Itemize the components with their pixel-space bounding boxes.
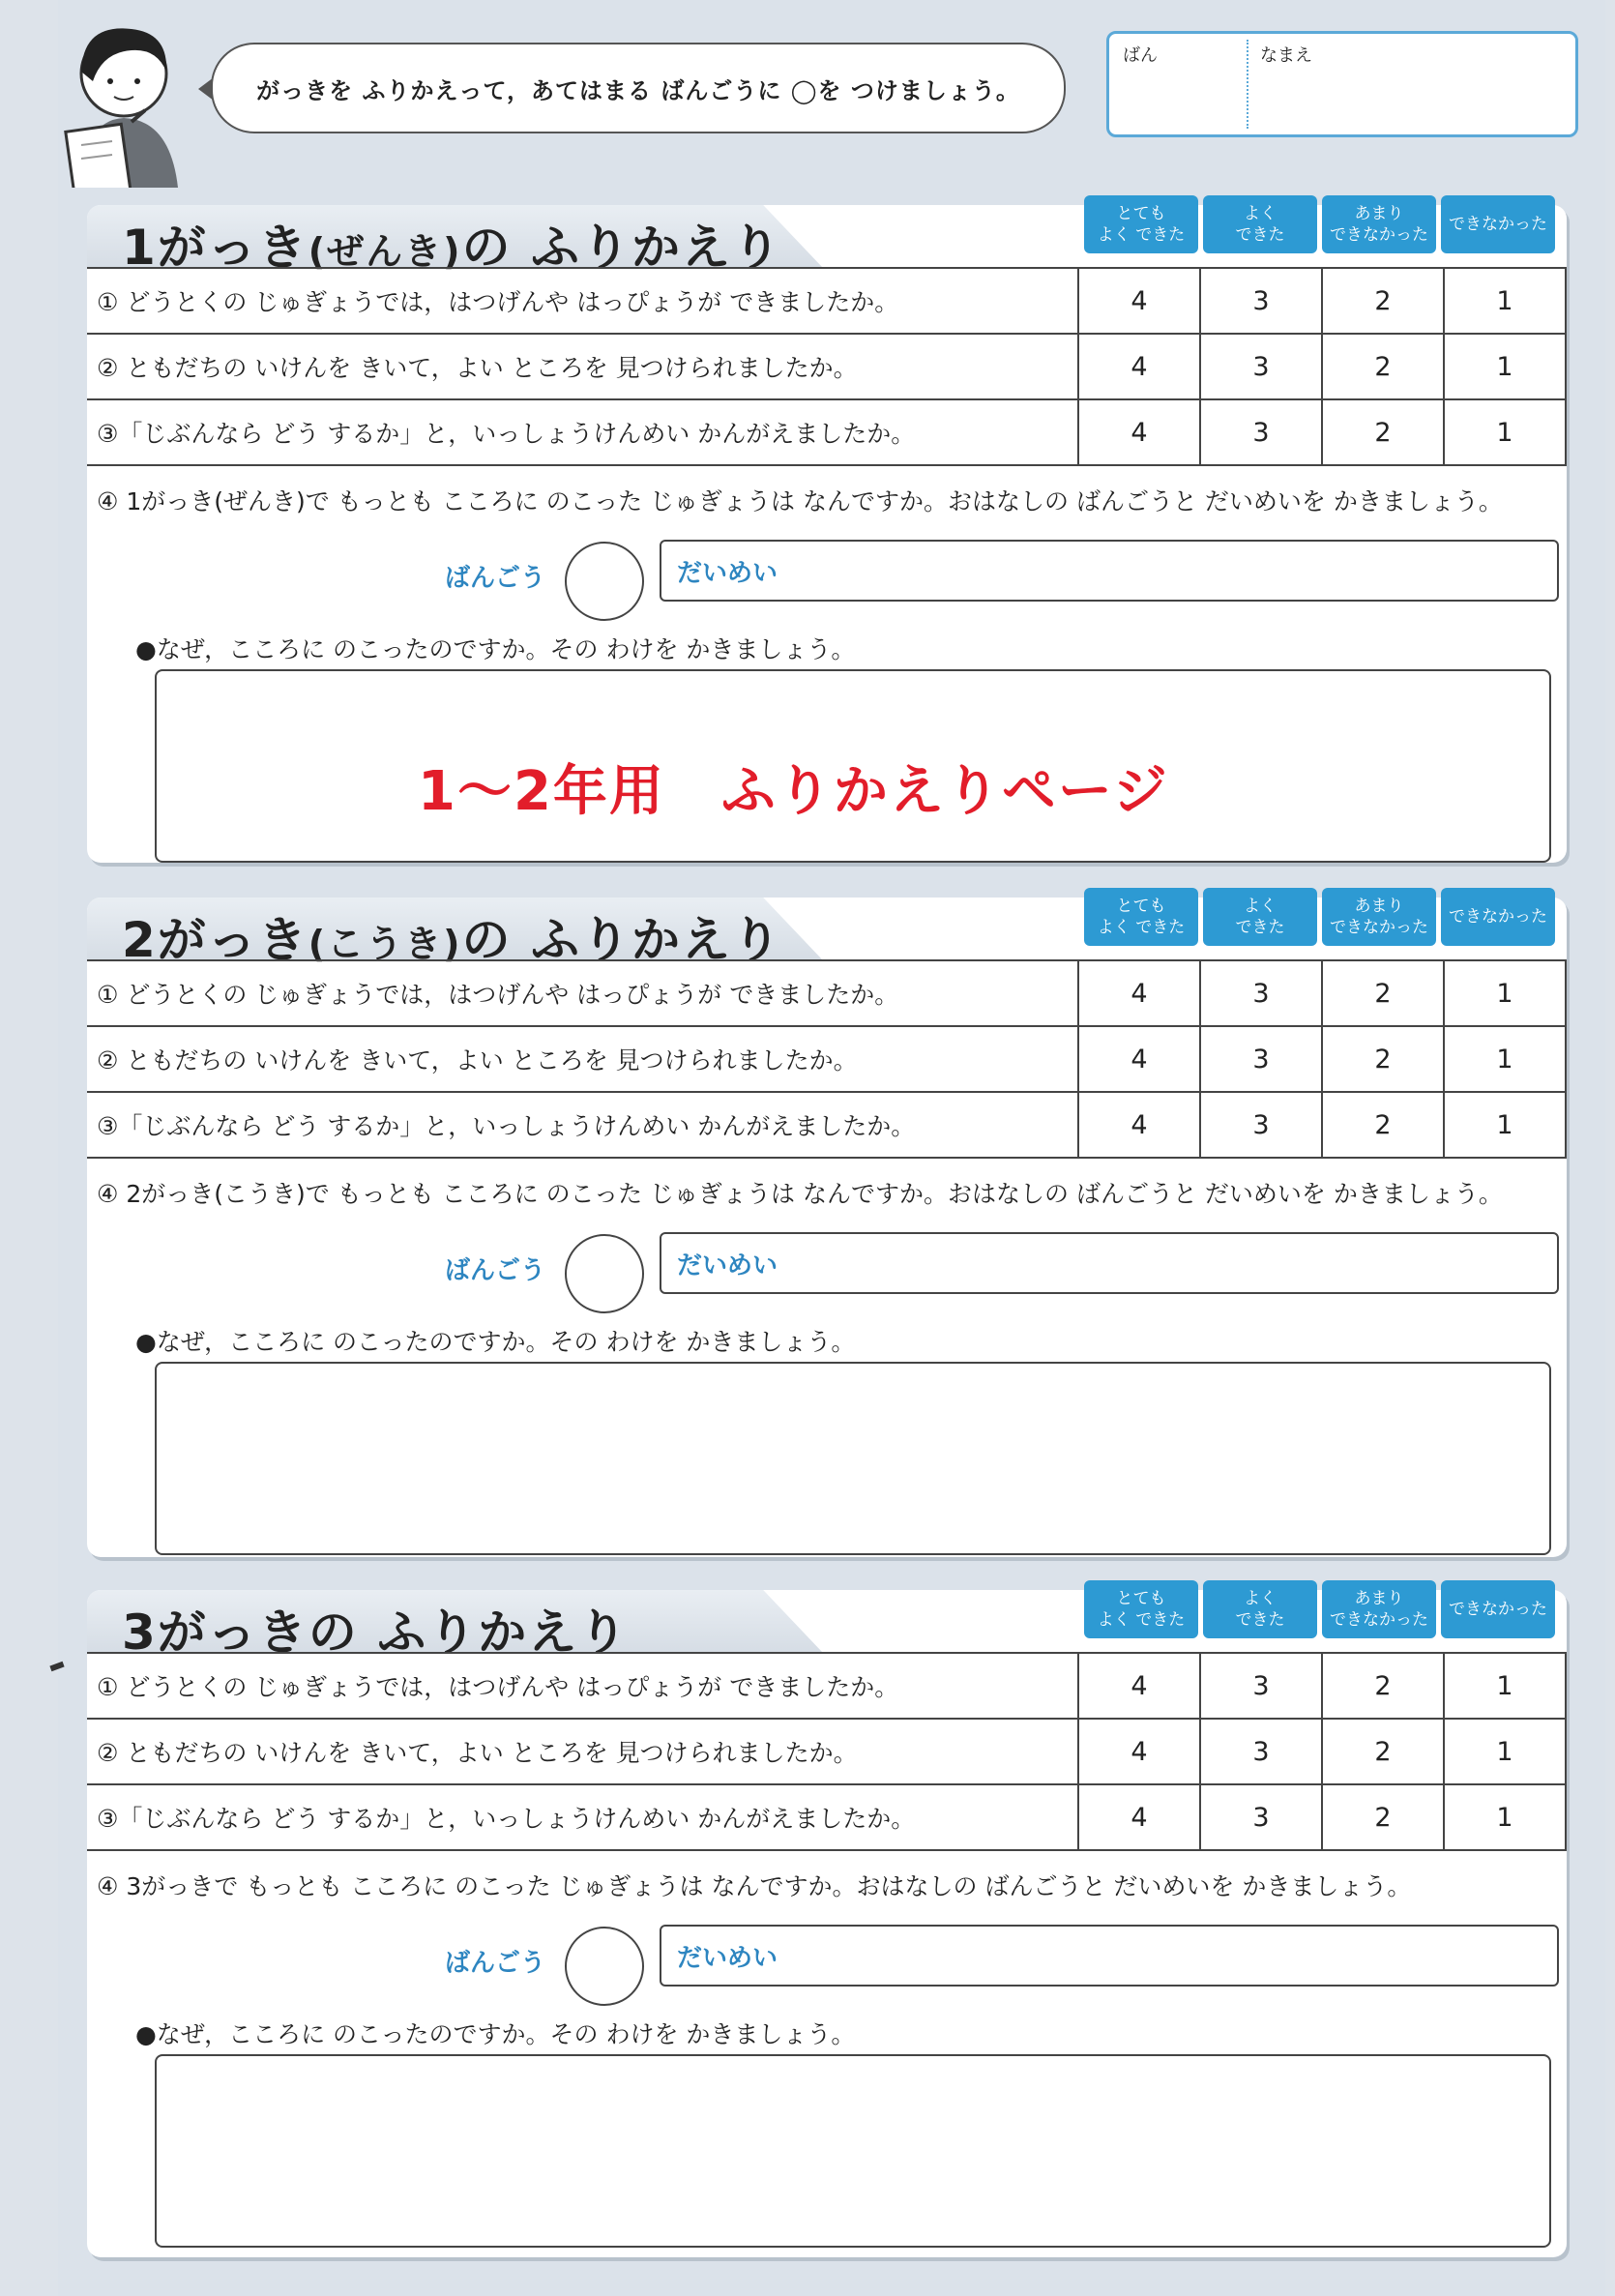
rating-header-4: とても よく できた [1084,1580,1198,1638]
name-box-divider [1247,40,1248,129]
rating-header-4: とても よく できた [1084,888,1198,946]
table-row [87,1092,1566,1158]
table-row [87,1784,1566,1850]
rating-header-1: できなかった [1441,1580,1555,1638]
naze-prompt: ●なぜ，こころに のこったのですか。その わけを かきましょう。 [135,2020,856,2048]
rating-cell[interactable]: 1 [1444,1653,1566,1719]
answer-box[interactable] [155,2054,1551,2248]
naze-prompt: ●なぜ，こころに のこったのですか。その わけを かきましょう。 [135,1328,856,1356]
question-1: ① どうとくの じゅぎょうでは，はつげんや はっぴょうが できましたか。 [87,1653,1078,1719]
rating-cell[interactable]: 3 [1200,399,1322,465]
rating-header-1: できなかった [1441,888,1555,946]
bango-label: ばんごう [445,1256,546,1285]
rating-cell[interactable]: 4 [1078,1784,1200,1850]
rating-cell[interactable]: 4 [1078,399,1200,465]
bango-label: ばんごう [445,1949,546,1978]
red-stamp-text: 1～2年用 ふりかえりページ [418,760,1169,823]
rating-cell[interactable]: 4 [1078,1719,1200,1784]
rating-cell[interactable]: 1 [1444,1719,1566,1784]
rating-cell[interactable]: 3 [1200,1092,1322,1158]
question-4: ④ 1がっき(ぜんき)で もっとも こころに のこった じゅぎょうは なんですか。おはなしの ばんごうと だいめいを かきましょう。 [97,487,1503,515]
rating-cell[interactable]: 2 [1322,1092,1444,1158]
rating-header-2: あまり できなかった [1322,888,1436,946]
question-2: ② ともだちの いけんを きいて，よい ところを 見つけられましたか。 [87,334,1078,399]
rating-cell[interactable]: 2 [1322,1784,1444,1850]
rating-cell[interactable]: 2 [1322,334,1444,399]
table-row [87,960,1566,1026]
rating-cell[interactable]: 2 [1322,399,1444,465]
table-row [87,268,1566,334]
answer-box[interactable] [155,669,1551,863]
rating-cell[interactable]: 2 [1322,960,1444,1026]
rating-cell[interactable]: 3 [1200,1653,1322,1719]
daimei-field[interactable] [660,1232,1559,1294]
daimei-field[interactable] [660,1925,1559,1987]
rating-cell[interactable]: 2 [1322,1026,1444,1092]
question-3: ③「じぶんなら どう するか」と，いっしょうけんめい かんがえましたか。 [87,399,1078,465]
daimei-label: だいめい [677,1943,778,1973]
rating-header-1: できなかった [1441,195,1555,253]
bango-circle[interactable] [565,1234,644,1313]
question-4: ④ 3がっきで もっとも こころに のこった じゅぎょうは なんですか。おはなしの ばんごうと だいめいを かきましょう。 [97,1872,1412,1900]
question-2: ② ともだちの いけんを きいて，よい ところを 見つけられましたか。 [87,1719,1078,1784]
rating-table [87,267,1567,466]
rating-cell[interactable]: 1 [1444,399,1566,465]
rating-header-2: あまり できなかった [1322,195,1436,253]
rating-cell[interactable]: 4 [1078,1092,1200,1158]
review-section-3 [87,1590,1567,2257]
name-label: なまえ [1260,45,1312,66]
rating-cell[interactable]: 3 [1200,334,1322,399]
rating-table [87,959,1567,1159]
naze-prompt: ●なぜ，こころに のこったのですか。その わけを かきましょう。 [135,635,856,663]
rating-cell[interactable]: 1 [1444,960,1566,1026]
question-2: ② ともだちの いけんを きいて，よい ところを 見つけられましたか。 [87,1026,1078,1092]
rating-cell[interactable]: 1 [1444,1784,1566,1850]
table-row [87,399,1566,465]
rating-header-3: よく できた [1203,888,1317,946]
question-1: ① どうとくの じゅぎょうでは，はつげんや はっぴょうが できましたか。 [87,268,1078,334]
section-title: 1がっき(ぜんき)の ふりかえり [122,220,782,276]
question-1: ① どうとくの じゅぎょうでは，はつげんや はっぴょうが できましたか。 [87,960,1078,1026]
rating-cell[interactable]: 3 [1200,960,1322,1026]
bango-circle[interactable] [565,542,644,621]
rating-header-4: とても よく できた [1084,195,1198,253]
review-section-2 [87,898,1567,1557]
rating-cell[interactable]: 2 [1322,1653,1444,1719]
rating-cell[interactable]: 4 [1078,960,1200,1026]
ban-label: ばん [1123,45,1158,66]
rating-cell[interactable]: 1 [1444,1026,1566,1092]
rating-cell[interactable]: 2 [1322,268,1444,334]
question-4: ④ 2がっき(こうき)で もっとも こころに のこった じゅぎょうは なんですか。おはなしの ばんごうと だいめいを かきましょう。 [97,1180,1503,1208]
rating-cell[interactable]: 4 [1078,1653,1200,1719]
review-section-1 [87,205,1567,863]
instruction-text: がっきを ふりかえって，あてはまる ばんごうに ◯を つけましょう。 [256,76,1020,104]
daimei-field[interactable] [660,540,1559,602]
rating-cell[interactable]: 1 [1444,1092,1566,1158]
rating-table [87,1652,1567,1851]
rating-cell[interactable]: 1 [1444,268,1566,334]
question-3: ③「じぶんなら どう するか」と，いっしょうけんめい かんがえましたか。 [87,1784,1078,1850]
bango-label: ばんごう [445,564,546,593]
table-row [87,334,1566,399]
section-title: 2がっき(こうき)の ふりかえり [122,912,782,968]
rating-cell[interactable]: 3 [1200,268,1322,334]
name-box[interactable] [1106,31,1578,137]
table-row [87,1719,1566,1784]
table-row [87,1653,1566,1719]
table-row [87,1026,1566,1092]
rating-cell[interactable]: 4 [1078,268,1200,334]
rating-header-3: よく できた [1203,195,1317,253]
rating-cell[interactable]: 3 [1200,1719,1322,1784]
rating-cell[interactable]: 1 [1444,334,1566,399]
rating-header-2: あまり できなかった [1322,1580,1436,1638]
daimei-label: だいめい [677,1251,778,1280]
rating-cell[interactable]: 4 [1078,334,1200,399]
question-3: ③「じぶんなら どう するか」と，いっしょうけんめい かんがえましたか。 [87,1092,1078,1158]
daimei-label: だいめい [677,558,778,588]
instruction-bubble [211,43,1066,133]
bango-circle[interactable] [565,1927,644,2006]
rating-cell[interactable]: 3 [1200,1026,1322,1092]
rating-cell[interactable]: 3 [1200,1784,1322,1850]
student-avatar-icon [64,14,199,188]
answer-box[interactable] [155,1362,1551,1555]
section-title: 3がっきの ふりかえり [122,1604,630,1661]
rating-cell[interactable]: 2 [1322,1719,1444,1784]
rating-cell[interactable]: 4 [1078,1026,1200,1092]
rating-header-3: よく できた [1203,1580,1317,1638]
